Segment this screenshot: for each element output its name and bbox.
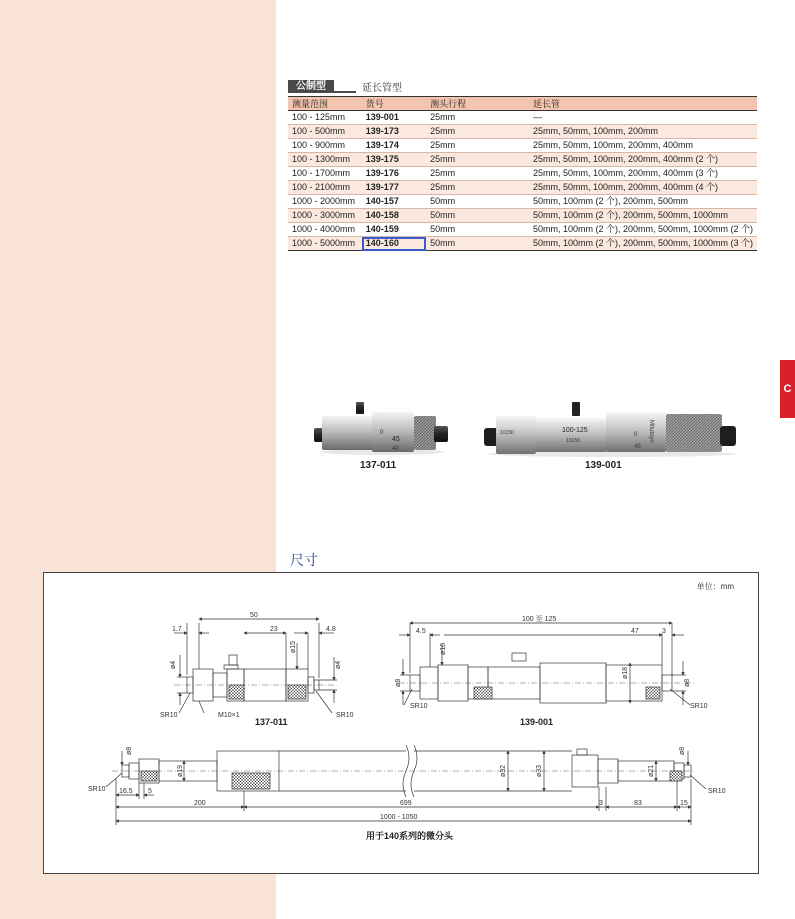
dimensions-title: 尺寸 (290, 552, 318, 568)
cell-code: 139-177 (362, 181, 426, 195)
scale-text: 40 (392, 446, 399, 452)
dim-label: 1000 - 1050 (380, 814, 418, 821)
table-header-row (288, 97, 757, 111)
cell-extension: 50mm, 100mm (2 个), 200mm, 500mm, 1000mm (3 个) (529, 237, 757, 251)
dim-label: 4.8 (326, 626, 336, 633)
dim-label: 15 (680, 800, 688, 807)
sr-label: SR10 (160, 712, 178, 719)
photo-caption-137-011: 137-011 (360, 460, 397, 471)
table-header (288, 80, 402, 93)
cell-stroke: 25mm (426, 167, 529, 181)
dia-label: ø21 (648, 764, 655, 777)
cell-range: 100 - 125mm (288, 111, 362, 125)
cell-range: 1000 - 3000mm (288, 209, 362, 223)
table-row (288, 153, 757, 167)
extension-type-label: 延长管型 (362, 83, 402, 94)
micrometer-139-001-photo (482, 400, 744, 460)
cell-extension: — (529, 111, 757, 125)
cell-stroke: 50mm (426, 195, 529, 209)
drawing-137-011 (174, 619, 337, 713)
cell-stroke: 25mm (426, 181, 529, 195)
col-stroke: 测头行程 (426, 97, 529, 111)
micrometer-137-011-photo (312, 398, 452, 458)
drawing-140-series (106, 745, 706, 825)
scale-text: 0 (380, 430, 384, 436)
drawing-caption: 139-001 (520, 717, 554, 727)
dim-label: 3 (599, 800, 603, 807)
dim-label: 50 (250, 612, 258, 619)
dia-label: ø32 (500, 764, 507, 777)
photo-caption-139-001: 139-001 (585, 460, 622, 471)
drawing-139-001 (399, 623, 694, 705)
sr-label: SR10 (336, 712, 354, 719)
cell-extension: 25mm, 50mm, 100mm, 200mm, 400mm (2 个) (529, 153, 757, 167)
metric-underline (334, 91, 356, 93)
cell-code-highlighted[interactable]: 140-160 (362, 237, 426, 251)
scale-text: 0 (634, 432, 638, 438)
cell-extension: 50mm, 100mm (2 个), 200mm, 500mm, 1000mm (529, 209, 757, 223)
table-row (288, 237, 757, 251)
table-row (288, 125, 757, 139)
cell-code: 140-158 (362, 209, 426, 223)
col-range: 测量范围 (288, 97, 362, 111)
cell-code: 139-176 (362, 167, 426, 181)
dia-label: ø4 (335, 660, 342, 669)
cell-stroke: 50mm (426, 223, 529, 237)
dia-label: ø8 (126, 746, 133, 755)
thread-label: M10×1 (218, 712, 240, 719)
barrel-text: 100-125 (562, 427, 588, 434)
dia-label: ø15 (290, 640, 297, 653)
col-extension: 延长管 (529, 97, 757, 111)
metric-type-label: 公制型 (288, 80, 334, 93)
cell-code: 140-159 (362, 223, 426, 237)
technical-drawings (44, 573, 758, 873)
cell-code: 139-001 (362, 111, 426, 125)
cell-stroke: 25mm (426, 125, 529, 139)
dim-label: 200 (194, 800, 206, 807)
dia-label: ø19 (177, 764, 184, 777)
cell-extension: 25mm, 50mm, 100mm, 200mm (529, 125, 757, 139)
cell-extension: 50mm, 100mm (2 个), 200mm, 500mm (529, 195, 757, 209)
dim-label: 699 (400, 800, 412, 807)
table-row (288, 195, 757, 209)
drawing-139-001-labels (395, 615, 708, 727)
barrel-text: 10150 (566, 438, 580, 444)
table-row (288, 209, 757, 223)
dim-label: 5 (148, 788, 152, 795)
cell-code: 140-157 (362, 195, 426, 209)
dim-label: 47 (631, 628, 639, 635)
scale-text: 45 (392, 436, 400, 443)
sr-label: SR10 (88, 786, 106, 793)
cell-stroke: 50mm (426, 209, 529, 223)
sr-label: SR10 (410, 703, 428, 710)
cell-range: 100 - 500mm (288, 125, 362, 139)
dim-label: 4.5 (416, 628, 426, 635)
table-row (288, 223, 757, 237)
dim-label: 23 (270, 626, 278, 633)
cell-range: 100 - 1300mm (288, 153, 362, 167)
cell-range: 100 - 900mm (288, 139, 362, 153)
cell-stroke: 25mm (426, 139, 529, 153)
cell-stroke: 25mm (426, 153, 529, 167)
dim-label: 83 (634, 800, 642, 807)
cell-range: 1000 - 5000mm (288, 237, 362, 251)
cell-extension: 25mm, 50mm, 100mm, 200mm, 400mm (529, 139, 757, 153)
dia-label: ø8 (684, 678, 691, 687)
dia-label: ø16 (440, 642, 447, 655)
dim-label: 3 (662, 628, 666, 635)
dim-label: 100 至 125 (522, 616, 557, 623)
table-row (288, 111, 757, 125)
cell-extension: 25mm, 50mm, 100mm, 200mm, 400mm (3 个) (529, 167, 757, 181)
unit-label: 单位：mm (696, 582, 734, 591)
table-row (288, 139, 757, 153)
cell-range: 100 - 2100mm (288, 181, 362, 195)
drawing-caption: 137-011 (255, 717, 288, 727)
cell-extension: 50mm, 100mm (2 个), 200mm, 500mm, 1000mm (2 个) (529, 223, 757, 237)
scale-text: 45 (634, 444, 641, 450)
cell-range: 100 - 1700mm (288, 167, 362, 181)
drawing-caption: 用于140系列的微分头 (366, 831, 454, 841)
cell-range: 1000 - 4000mm (288, 223, 362, 237)
table-row (288, 167, 757, 181)
section-tab-c[interactable]: C (780, 360, 795, 418)
cell-stroke: 50mm (426, 237, 529, 251)
dia-label: ø8 (395, 678, 402, 687)
cell-range: 1000 - 2000mm (288, 195, 362, 209)
cell-code: 139-174 (362, 139, 426, 153)
barrel-text: 10150 (500, 430, 514, 436)
col-code: 货号 (362, 97, 426, 111)
dia-label: ø4 (170, 660, 177, 669)
table-row (288, 181, 757, 195)
cell-stroke: 25mm (426, 111, 529, 125)
cell-code: 139-175 (362, 153, 426, 167)
brand-text: Mitutoyo (648, 420, 654, 443)
dia-label: ø8 (679, 746, 686, 755)
dim-label: 1.7 (172, 626, 182, 633)
dia-label: ø18 (622, 666, 629, 679)
dimension-drawing-box (43, 572, 759, 874)
cell-code: 139-173 (362, 125, 426, 139)
dim-label: 16.5 (119, 788, 133, 795)
dia-label: ø33 (536, 764, 543, 777)
cell-extension: 25mm, 50mm, 100mm, 200mm, 400mm (4 个) (529, 181, 757, 195)
sr-label: SR10 (708, 788, 726, 795)
spec-table (288, 96, 757, 251)
drawing-137-011-labels (160, 612, 354, 727)
sr-label: SR10 (690, 703, 708, 710)
